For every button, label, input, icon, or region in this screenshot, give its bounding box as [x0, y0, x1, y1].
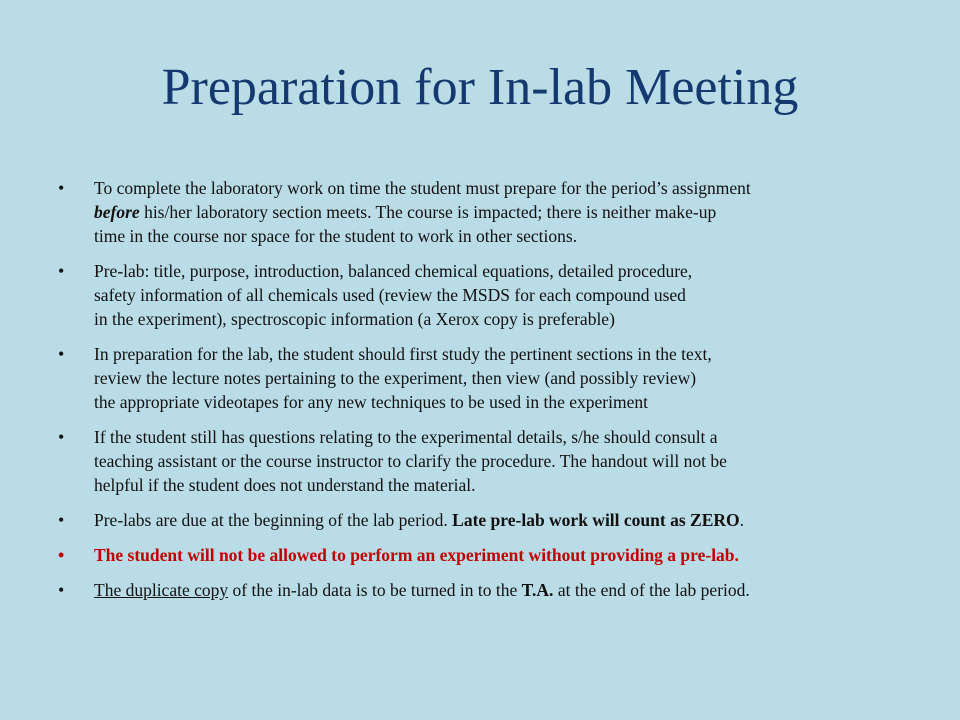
- emphasis-before: before: [94, 202, 140, 222]
- bullet-text-line: safety information of all chemicals used (review the MSDS for each compound used: [94, 285, 686, 305]
- bullet-list: [58, 176, 908, 613]
- bullet-text: of the in-lab data is to be turned in to the: [228, 580, 522, 600]
- bullet-icon: •: [58, 580, 65, 600]
- bullet-text-line: If the student still has questions relating to the experimental details, s/he should consult a: [94, 427, 718, 447]
- bullet-text-line: the appropriate videotapes for any new techniques to be used in the experiment: [94, 392, 648, 412]
- bullet-text-tail: .: [739, 510, 744, 530]
- bullet-text-line: In preparation for the lab, the student should first study the pertinent sections in the text,: [94, 344, 712, 364]
- bullet-item-questions: [58, 425, 908, 497]
- slide-title: Preparation for In-lab Meeting: [161, 59, 799, 116]
- bullet-text: Pre-labs are due at the beginning of the lab period.: [94, 510, 453, 530]
- bullet-text-tail: at the end of the lab period.: [553, 580, 750, 600]
- bullet-text-line: helpful if the student does not understand the material.: [94, 475, 476, 495]
- bullet-text-line: teaching assistant or the course instructor to clarify the procedure. The handout will not be: [94, 451, 727, 471]
- bullet-text-line: Pre-lab: title, purpose, introduction, balanced chemical equations, detailed procedure,: [94, 261, 693, 281]
- bullet-text-line: To complete the laboratory work on time the student must prepare for the period’s assignment: [94, 178, 751, 198]
- bullet-item-not-allowed-warning: [58, 543, 908, 567]
- bullet-item-prepare-before: [58, 176, 908, 248]
- bullet-icon: •: [58, 510, 65, 530]
- bullet-text-line: time in the course nor space for the student to work in other sections.: [94, 226, 578, 246]
- duplicate-copy-underlined: The duplicate copy: [94, 580, 229, 600]
- bullet-text-line: in the experiment), spectroscopic information (a Xerox copy is preferable): [94, 309, 615, 329]
- bullet-text-line: his/her laboratory section meets. The course is impacted; there is neither make-up: [139, 202, 717, 222]
- bullet-item-pre-lab-contents: [58, 259, 908, 331]
- bullet-icon: •: [58, 178, 65, 198]
- ta-bold: T.A.: [521, 580, 554, 600]
- bullet-text-line: review the lecture notes pertaining to the experiment, then view (and possibly review): [94, 368, 697, 388]
- bullet-icon: •: [58, 344, 65, 364]
- late-warning: Late pre-lab work will count as ZERO: [452, 510, 740, 530]
- bullet-item-due-date: [58, 508, 908, 532]
- bullet-icon: •: [58, 427, 65, 447]
- bullet-item-duplicate-copy: [58, 578, 908, 602]
- bullet-text: The student will not be allowed to perform an experiment without providing a pre-lab.: [94, 545, 739, 565]
- bullet-item-study-preparation: [58, 342, 908, 414]
- bullet-icon: •: [58, 261, 65, 281]
- bullet-icon: •: [58, 545, 65, 565]
